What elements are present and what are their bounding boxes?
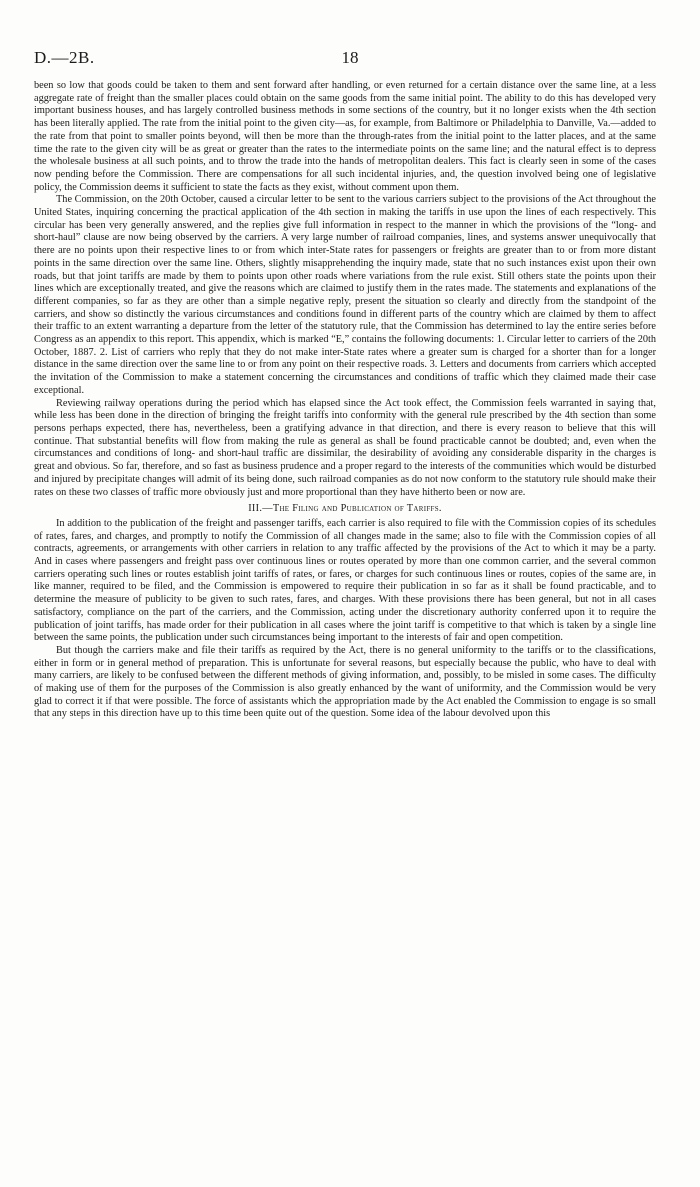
paragraph-review: Reviewing railway operations during the period which has elapsed since the Act took effect, the Commission feels warranted in saying that, while less has been done in the direction of bringing the freight tariffs into conformity with the general rule prescribed by the 4th section than some persons perhaps expected, there has, nevertheless, been a gratifying advance in that direction, and there is every reason to believe that this will continue. That substantial benefits will flow from making the rule as general as shall be found practicable cannot be doubted; and, even when the circumstances and conditions of long- and short-haul traffic are dissimilar, the desirability of avoiding any considerable disparity in the charges is great and obvious. So far, therefore, and so fast as business prudence and a proper regard to the interests of the communities which would be disturbed and injured by precipitate changes will admit of its being done, such railroad companies as do not now conform to the statutory rule should make their rates on these two classes of traffic more obviously just and more proportional than they have hitherto been or now are. [34,397,656,498]
paragraph-filing: In addition to the publication of the freight and passenger tariffs, each carrier is also required to file with the Commission copies of its schedules of rates, fares, and charges, and promptly to notify the Commission of all changes made in the same; also to file with the Commission copies of all contracts, agreements, or arrangements with other carriers in relation to any traffic affected by the provisions of the Act to which it may be a party. And in cases where passengers and freight pass over continuous lines or routes operated by more than one common carrier, and the several common carriers operating such lines or routes establish joint tariffs of rates, or fares, or charges for such continuous lines or routes, copies of the same are, in like manner, required to be filed, and the Commission is empowered to require their publication in so far as it shall be found practicable, and to determine the measure of publicity to be given to such rates, fares, and charges. With these provisions there has been general, but not in all cases satisfactory, compliance on the part of the carriers, and the Commission, acting under the discretionary authority conferred upon it to require the publication of joint tariffs, has made order for their publication in all cases where the joint tariff is competitive to that which is taken by a single line between the same points, the publication under such circumstances being important to the interests of fair and open competition. [34,517,656,644]
document-reference: D.—2B. [34,48,95,67]
section-heading: III.—The Filing and Publication of Tariffs. [248,503,442,515]
paragraph-uniformity: But though the carriers make and file their tariffs as required by the Act, there is no general uniformity to the tariffs or to the classifications, either in form or in general method of preparation. This is unfortunate for several reasons, but especially because the public, who have to deal with many carriers, are likely to be confused between the different methods of giving information, and, possibly, to be misled in some cases. The difficulty of making use of them for the purposes of the Commission is also greatly enhanced by the want of uniformity, and the Commission would be very glad to correct it if that were possible. The force of assistants which the appropriation made by the Act enabled the Commission to engage is so small that any steps in this direction have up to this time been quite out of the question. Some idea of the labour devolved upon this [34,644,656,720]
body-text [34,80,656,721]
page-header [34,48,666,72]
paragraph-circular-letter: The Commission, on the 20th October, caused a circular letter to be sent to the various carriers subject to the provisions of the Act throughout the United States, inquiring concerning the practical application of the 4th section in making the tariffs in use upon the lines of each respectively. This circular has been very generally answered, and the replies give full information in respect to the manner in which the provisions of the “long- and short-haul” clause are now being observed by the carriers. A very large number of railroad companies, lines, and systems answer unequivocally that there are no points upon their respective lines to or from which inter-State rates for passengers or freights are greater than to or from more distant points in the same direction over the same line. Others, slightly misapprehending the inquiry made, state that no such instances exist upon their own roads, but that joint tariffs are made by them to points upon other roads where variations from the rule exist. Still others state the points upon their lines which are exceptionally treated, and give the reasons which are claimed to justify them in the rates made. The statements and explanations of the different companies, so far as they are other than a simple negative reply, present the situation so clearly and directly from the standpoint of the carriers, and show so distinctly the various circumstances and conditions found in different parts of the country which are claimed by them to affect their traffic to an extent warranting a departure from the letter of the statutory rule, that the Commission has determined to lay the entire series before Congress as an appendix to this report. This appendix, which is marked “E,” contains the following documents: 1. Circular letter to carriers of the 20th October, 1887. 2. List of carriers who reply that they do not make inter-State rates where a greater sum is charged for a shorter than for a longer distance in the same direction over the same line to or from any point on their respective roads. 3. Letters and documents from carriers which accepted the invitation of the Commission to make a statement concerning the circumstances and conditions of traffic which they claimed made their case exceptional. [34,194,656,396]
page-number: 18 [341,48,359,67]
paragraph-continued: been so low that goods could be taken to them and sent forward after handling, or even returned for a certain distance over the same line, at a less aggregate rate of freight than the smaller places could obtain on the same goods from the same initial point. The ability to do this has developed very important business houses, and has largely controlled business methods in some sections of the country, but it no longer exists when the 4th section has been literally applied. The rate from the initial point to the given city—as, for example, from Baltimore or Philadelphia to Danville, Va.—added to the rate from that point to smaller points beyond, will then be more than the through-rates from the initial point to the latter places, and at the same time the rate to the given city will be as great or greater than the rates to the intermediate points on the same line; and the natural effect is to depress the wholesale business at all such points, and to throw the trade into the hands of metropolitan dealers. This fact is clearly seen in some of the cases now pending before the Commission. There are compensations for all such incidental injuries, and, the question involved being one of legislative policy, the Commission deems it sufficient to state the facts as they exist, without comment upon them. [34,80,656,193]
